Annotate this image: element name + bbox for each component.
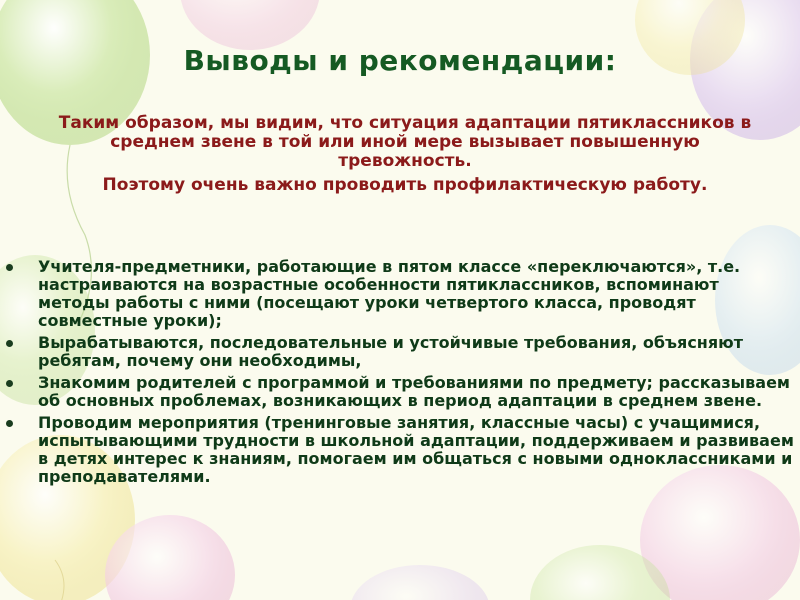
- bullet-icon: [6, 264, 13, 271]
- bullet-icon: [6, 380, 13, 387]
- list-item-text: Проводим мероприятия (тренинговые занятия, классные часы) с учащимися, испытывающими трудности в школьной адаптации, поддерживаем и развиваем в детях интерес к знаниям, помогаем им общаться с новыми одноклассниками и преподавателями.: [38, 413, 794, 486]
- recommendations-list: [0, 258, 800, 490]
- intro-paragraph-2: Поэтому очень важно проводить профилактическую работу.: [102, 175, 708, 195]
- balloon-pink-top: [180, 0, 320, 50]
- balloon-purple-bottom: [350, 565, 490, 600]
- intro-block: [52, 114, 758, 195]
- intro-paragraph-1: Таким образом, мы видим, что ситуация адаптации пятиклассников в среднем звене в той или иной мере вызывает повышенную тревожность.: [58, 113, 752, 171]
- slide-title: Выводы и рекомендации:: [183, 44, 617, 77]
- list-item: [0, 414, 800, 486]
- bullet-icon: [6, 340, 13, 347]
- list-item: [0, 334, 800, 370]
- bullet-icon: [6, 420, 13, 427]
- list-item: [0, 258, 800, 330]
- list-item-text: Знакомим родителей с программой и требованиями по предмету; рассказываем об основных проблемах, возникающих в период адаптации в среднем звене.: [38, 373, 790, 410]
- list-item: [0, 374, 800, 410]
- list-item-text: Вырабатываются, последовательные и устойчивые требования, объясняют ребятам, почему они необходимы,: [38, 333, 743, 370]
- list-item-text: Учителя-предметники, работающие в пятом классе «переключаются», т.е. настраиваются на возрастные особенности пятиклассников, вспоминают методы работы с ними (посещают уроки четвертого класса, проводят совместные уроки);: [38, 257, 741, 330]
